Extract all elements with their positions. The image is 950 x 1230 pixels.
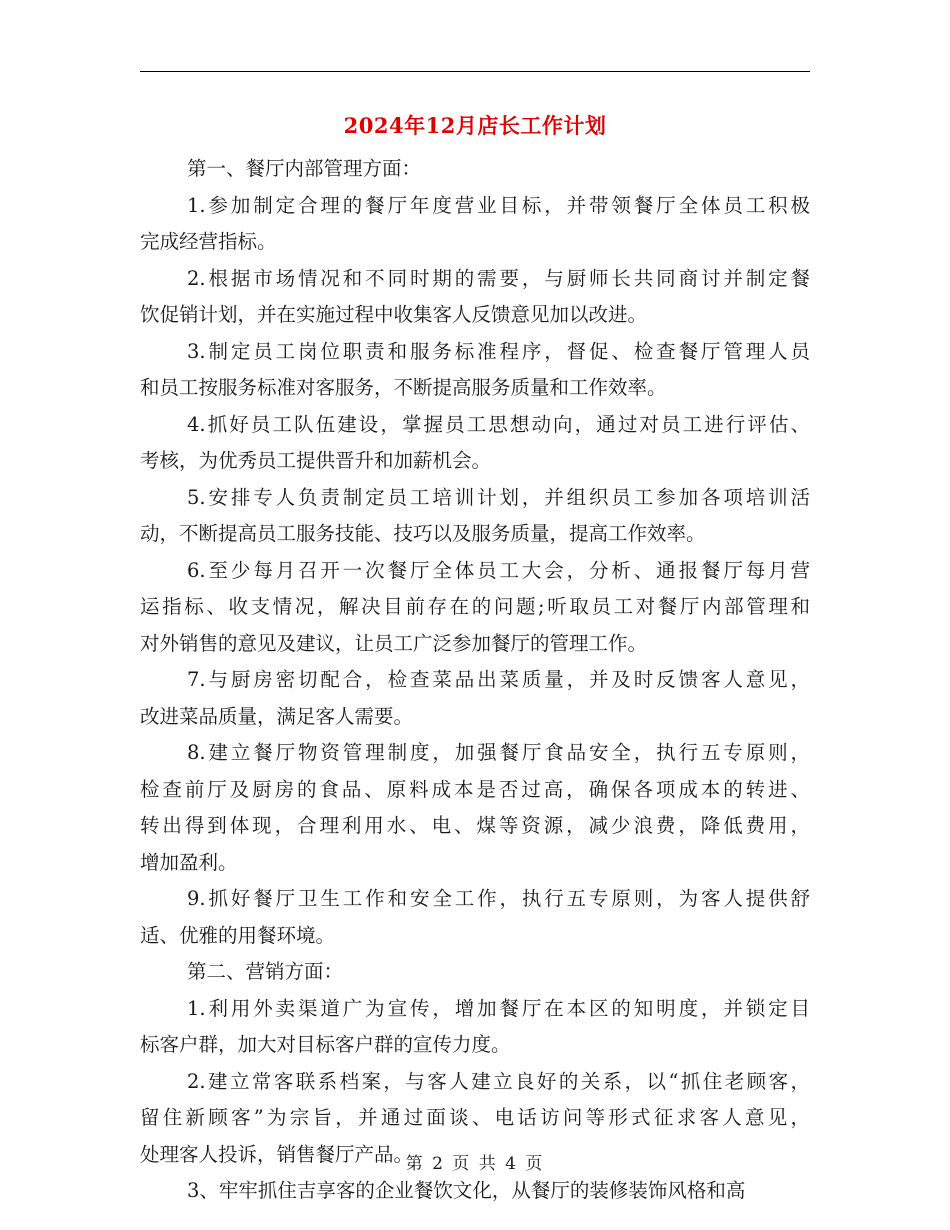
- paragraph: [140, 407, 810, 480]
- paragraph: [140, 261, 810, 334]
- paragraph-first-line: 2.建立常客联系档案，与客人建立良好的关系，以“抓住老顾客，: [187, 1069, 810, 1093]
- header-rule: [140, 71, 810, 72]
- paragraph-line: 改进菜品质量，满足客人需要。: [140, 704, 414, 728]
- paragraph-first-line: 1.参加制定合理的餐厅年度营业目标，并带领餐厅全体员工积极: [187, 193, 810, 217]
- paragraph-line: 处理客人投诉，销售餐厅产品。: [140, 1142, 414, 1166]
- paragraph-line: 适、优雅的用餐环境。: [140, 923, 336, 947]
- paragraph-line: 标客户群，加大对目标客户群的宣传力度。: [140, 1033, 511, 1056]
- paragraph-first-line: 5.安排专人负责制定员工培训计划，并组织员工参加各项培训活: [187, 485, 810, 509]
- paragraph-line: 考核，为优秀员工提供晋升和加薪机会。: [140, 449, 492, 472]
- document-body: [140, 105, 810, 1210]
- paragraph-first-line: 9.抓好餐厅卫生工作和安全工作，执行五专原则，为客人提供舒: [187, 887, 810, 910]
- paragraph-first-line: 第二、营销方面：: [187, 960, 344, 983]
- paragraph: [140, 735, 810, 881]
- paragraph-first-line: 1.利用外卖渠道广为宣传，增加餐厅在本区的知明度，并锁定目: [187, 996, 810, 1020]
- paragraph-line: 饮促销计划，并在实施过程中收集客人反馈意见加以改进。: [140, 303, 648, 326]
- document-title: 2024年12月店长工作计划: [343, 113, 607, 138]
- paragraph-line: 检查前厅及厨房的食品、原料成本是否过高，确保各项成本的转进、: [140, 777, 810, 801]
- paragraph-first-line: 8.建立餐厅物资管理制度，加强餐厅食品安全，执行五专原则，: [187, 741, 810, 764]
- paragraph-first-line: 3、牢牢抓住吉享客的企业餐饮文化，从餐厅的装修装饰风格和高: [187, 1179, 746, 1202]
- document-content: [140, 151, 810, 1210]
- paragraph-line: 和员工按服务标准对客服务，不断提高服务质量和工作效率。: [140, 376, 667, 399]
- paragraph-line: 增加盈利。: [140, 850, 238, 874]
- paragraph-first-line: 6.至少每月召开一次餐厅全体员工大会，分析、通报餐厅每月营: [187, 558, 810, 582]
- paragraph-first-line: 4.抓好员工队伍建设，掌握员工思想动向，通过对员工进行评估、: [187, 412, 810, 436]
- paragraph-first-line: 2.根据市场情况和不同时期的需要，与厨师长共同商讨并制定餐: [187, 266, 810, 290]
- paragraph-line: 动，不断提高员工服务技能、技巧以及服务质量，提高工作效率。: [140, 522, 706, 545]
- paragraph-first-line: 7.与厨房密切配合，检查菜品出菜质量，并及时反馈客人意见，: [187, 668, 810, 691]
- paragraph: [140, 954, 810, 991]
- paragraph: [140, 334, 810, 407]
- paragraph-line: 对外销售的意见及建议，让员工广泛参加餐厅的管理工作。: [140, 631, 648, 655]
- paragraph: [140, 188, 810, 261]
- paragraph: [140, 991, 810, 1064]
- paragraph: [140, 480, 810, 553]
- paragraph-line: 留住新顾客”为宗旨，并通过面谈、电话访问等形式征求客人意见，: [140, 1106, 810, 1129]
- page-number-footer: 第 2 页 共 4 页: [405, 1154, 545, 1174]
- paragraph: [140, 881, 810, 954]
- paragraph: [140, 1173, 810, 1210]
- paragraph: [140, 662, 810, 735]
- paragraph-first-line: 3.制定员工岗位职责和服务标准程序，督促、检查餐厅管理人员: [187, 339, 810, 363]
- paragraph: [140, 553, 810, 663]
- paragraph-line: 转出得到体现，合理利用水、电、煤等资源，减少浪费，降低费用，: [140, 814, 810, 837]
- paragraph-first-line: 第一、餐厅内部管理方面：: [187, 157, 422, 180]
- paragraph: [140, 151, 810, 188]
- paragraph-line: 完成经营指标。: [140, 230, 277, 253]
- paragraph-line: 运指标、收支情况，解决目前存在的问题;听取员工对餐厅内部管理和: [140, 595, 810, 618]
